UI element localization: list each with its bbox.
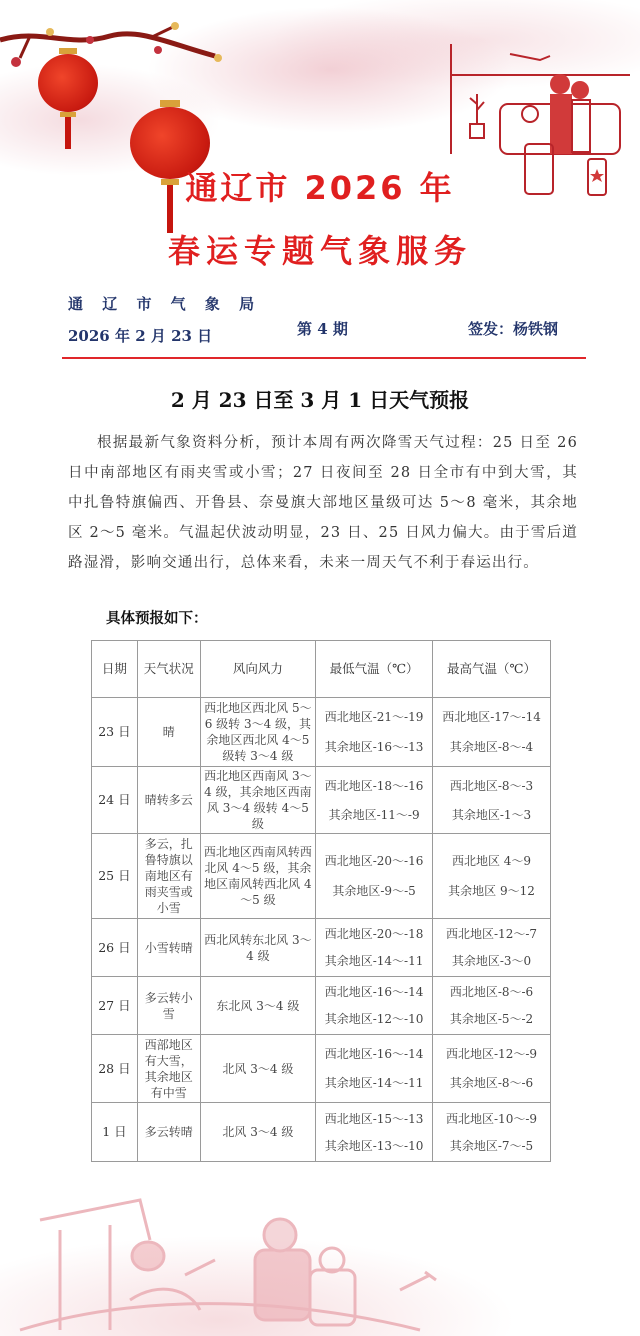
table-row — [92, 977, 551, 1035]
min-temp-other: 其余地区-14～-11 — [324, 1076, 424, 1090]
min-temp-northwest: 西北地区-16～-14 — [324, 1047, 424, 1061]
cell-wind: 西北地区西南风转西北风 4～5 级，其余地区南风转西北风 4～5 级 — [200, 834, 315, 919]
signed-by: 签发：杨铁钢 — [468, 320, 559, 338]
cell-wind: 西北地区西北风 5～6 级转 3～4 级，其余地区西北风 4～5 级转 3～4 级 — [200, 698, 315, 767]
cell-date: 28 日 — [92, 1035, 138, 1103]
table-row — [92, 1103, 551, 1162]
cell-max-temp — [433, 977, 551, 1035]
min-temp-northwest: 西北地区-20～-16 — [324, 854, 424, 868]
lantern-icon — [38, 48, 98, 149]
min-temp-other: 其余地区-16～-13 — [324, 740, 424, 754]
cell-date: 25 日 — [92, 834, 138, 919]
forecast-subheading: 具体预报如下： — [106, 610, 208, 627]
cell-wind: 北风 3～4 级 — [200, 1103, 315, 1162]
min-temp-northwest: 西北地区-20～-18 — [324, 927, 424, 941]
cell-max-temp — [433, 834, 551, 919]
max-temp-other: 其余地区-7～-5 — [449, 1138, 534, 1153]
cell-date: 1 日 — [92, 1103, 138, 1162]
cell-min-temp — [316, 698, 433, 767]
col-header-min-temp: 最低气温（℃） — [316, 641, 433, 698]
col-header-weather: 天气状况 — [137, 641, 200, 698]
issue-number: 第 4 期 — [297, 320, 348, 338]
cell-date: 27 日 — [92, 977, 138, 1035]
cell-wind: 北风 3～4 级 — [200, 1035, 315, 1103]
plum-branch-icon — [0, 18, 230, 78]
cell-max-temp — [433, 698, 551, 767]
max-temp-other: 其余地区-8～-4 — [449, 740, 534, 754]
table-row — [92, 767, 551, 834]
cell-date: 23 日 — [92, 698, 138, 767]
cell-weather: 小雪转晴 — [137, 919, 200, 977]
cell-min-temp — [316, 834, 433, 919]
cell-wind: 西北地区西南风 3～4 级，其余地区西南风 3～4 级转 4～5 级 — [200, 767, 315, 834]
issuing-organization: 通 辽 市 气 象 局 — [68, 295, 262, 313]
cell-max-temp — [433, 919, 551, 977]
min-temp-other: 其余地区-11～-9 — [328, 807, 420, 822]
cell-date: 26 日 — [92, 919, 138, 977]
col-header-wind: 风向风力 — [200, 641, 315, 698]
max-temp-northwest: 西北地区-8～-3 — [449, 778, 534, 793]
table-row — [92, 834, 551, 919]
report-title-line-2: 春运专题气象服务 — [167, 232, 472, 270]
min-temp-northwest: 西北地区-18～-16 — [324, 778, 424, 793]
table-row — [92, 698, 551, 767]
min-temp-other: 其余地区-13～-10 — [324, 1138, 424, 1153]
col-header-date: 日期 — [92, 641, 138, 698]
max-temp-northwest: 西北地区 4～9 — [451, 854, 532, 868]
forecast-table — [91, 640, 551, 1162]
cell-weather: 多云转晴 — [137, 1103, 200, 1162]
max-temp-other: 其余地区-1～3 — [451, 807, 532, 822]
cell-max-temp — [433, 767, 551, 834]
cell-weather: 多云转小雪 — [137, 977, 200, 1035]
table-header-row — [92, 641, 551, 698]
min-temp-northwest: 西北地区-15～-13 — [324, 1111, 424, 1126]
cell-min-temp — [316, 1103, 433, 1162]
cell-weather: 多云，扎鲁特旗以南地区有雨夹雪或小雪 — [137, 834, 200, 919]
table-row — [92, 919, 551, 977]
cell-min-temp — [316, 977, 433, 1035]
cell-date: 24 日 — [92, 767, 138, 834]
forecast-heading: 2 月 23 日至 3 月 1 日天气预报 — [170, 388, 470, 412]
max-temp-other: 其余地区-5～-2 — [449, 1012, 534, 1026]
table-row — [92, 1035, 551, 1103]
cell-max-temp — [433, 1035, 551, 1103]
footer-decoration — [0, 1180, 640, 1336]
min-temp-other: 其余地区-12～-10 — [324, 1012, 424, 1026]
max-temp-northwest: 西北地区-12～-7 — [446, 927, 538, 941]
max-temp-northwest: 西北地区-8～-6 — [449, 985, 534, 999]
report-title-line-1: 通辽市 2026 年 — [185, 169, 455, 207]
max-temp-other: 其余地区 9～12 — [448, 884, 535, 898]
max-temp-other: 其余地区-3～0 — [451, 954, 532, 968]
max-temp-northwest: 西北地区-12～-9 — [446, 1047, 538, 1061]
cell-wind: 东北风 3～4 级 — [200, 977, 315, 1035]
min-temp-other: 其余地区-9～-5 — [332, 884, 416, 898]
max-temp-northwest: 西北地区-17～-14 — [442, 710, 541, 724]
cell-weather: 晴转多云 — [137, 767, 200, 834]
min-temp-northwest: 西北地区-21～-19 — [324, 710, 424, 724]
forecast-summary: 根据最新气象资料分析，预计本周有两次降雪天气过程：25 日至 26 日中南部地区有雨夹雪或小雪；27 日夜间至 28 日全市有中到大雪，其中扎鲁特旗偏西、开鲁县、奈曼旗大部地区量级可达 5～8 毫米，其余地区 2～5 毫米。气温起伏波动明显，23 日、25 日风力偏大。由于雪后道路湿滑，影响交通出行，总体来看，未来一周天气不利于春运出行。 — [68, 435, 578, 571]
min-temp-other: 其余地区-14～-11 — [324, 954, 424, 968]
cell-weather: 晴 — [137, 698, 200, 767]
issue-date: 2026 年 2 月 23 日 — [68, 327, 213, 345]
cell-weather: 西部地区有大雪，其余地区有中雪 — [137, 1035, 200, 1103]
col-header-max-temp: 最高气温（℃） — [433, 641, 551, 698]
cell-min-temp — [316, 919, 433, 977]
cell-min-temp — [316, 767, 433, 834]
cell-wind: 西北风转东北风 3～4 级 — [200, 919, 315, 977]
header-divider — [62, 357, 586, 359]
min-temp-northwest: 西北地区-16～-14 — [324, 985, 424, 999]
cell-max-temp — [433, 1103, 551, 1162]
max-temp-northwest: 西北地区-10～-9 — [446, 1111, 538, 1126]
cell-min-temp — [316, 1035, 433, 1103]
max-temp-other: 其余地区-8～-6 — [449, 1076, 534, 1090]
